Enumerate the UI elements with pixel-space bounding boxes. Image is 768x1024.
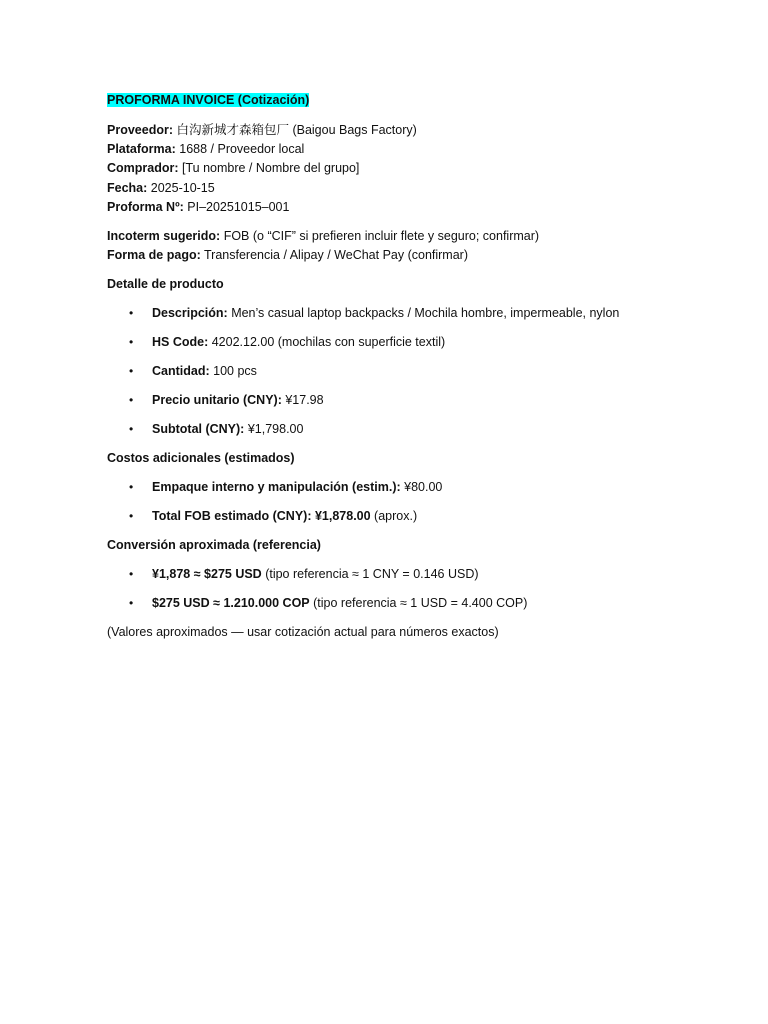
item-value: ¥17.98 (281, 393, 324, 408)
item-value: 4202.12.00 (mochilas con superficie textil) (208, 335, 446, 350)
field-plataforma (107, 140, 727, 159)
title-line (107, 91, 727, 110)
item-value: (aprox.) (370, 509, 418, 524)
product-heading: Detalle de producto (107, 277, 224, 292)
list-item-precio-unitario (107, 391, 727, 410)
bullet-icon: • (129, 480, 134, 495)
list-item-total-fob (107, 507, 727, 526)
item-label: Descripción: (152, 306, 228, 321)
conversion-list (107, 565, 727, 613)
field-fecha (107, 179, 727, 198)
bullet-icon: • (129, 596, 134, 611)
list-item-subtotal (107, 420, 727, 439)
costs-heading: Costos adicionales (estimados) (107, 451, 295, 466)
field-proveedor (107, 121, 727, 140)
list-item-cantidad (107, 362, 727, 381)
field-value: Transferencia / Alipay / WeChat Pay (confirmar) (200, 248, 468, 263)
item-label: Subtotal (CNY): (152, 422, 245, 437)
bullet-icon: • (129, 509, 134, 524)
item-label: Cantidad: (152, 364, 210, 379)
bullet-icon: • (129, 567, 134, 582)
item-value: 100 pcs (209, 364, 257, 379)
field-value: PI–20251015–001 (183, 199, 290, 214)
item-label: Total FOB estimado (CNY): ¥1,878.00 (152, 509, 371, 524)
header-fields (107, 121, 727, 217)
list-item-empaque (107, 478, 727, 497)
list-item-cny-usd (107, 565, 727, 584)
item-value: ¥80.00 (400, 480, 443, 495)
bullet-icon: • (129, 335, 134, 350)
field-incoterm (107, 227, 727, 246)
item-value: Men’s casual laptop backpacks / Mochila hombre, impermeable, nylon (227, 306, 620, 321)
field-label: Comprador: (107, 161, 179, 176)
list-item-usd-cop (107, 594, 727, 613)
footnote: (Valores aproximados — usar cotización actual para números exactos) (107, 625, 499, 640)
list-item-descripcion (107, 304, 727, 323)
item-label: $275 USD ≈ 1.210.000 COP (152, 596, 310, 611)
item-value: (tipo referencia ≈ 1 USD = 4.400 COP) (309, 596, 528, 611)
document-title: PROFORMA INVOICE (Cotización) (107, 93, 310, 107)
item-label: HS Code: (152, 335, 209, 350)
field-label: Proforma Nº: (107, 199, 184, 214)
field-value: FOB (o “CIF” si prefieren incluir flete y seguro; confirmar) (220, 229, 540, 244)
field-proforma-number (107, 198, 727, 217)
bullet-icon: • (129, 422, 134, 437)
bullet-icon: • (129, 364, 134, 379)
item-label: ¥1,878 ≈ $275 USD (152, 567, 262, 582)
field-label: Incoterm sugerido: (107, 229, 221, 244)
item-label: Empaque interno y manipulación (estim.): (152, 480, 401, 495)
field-comprador (107, 159, 727, 178)
bullet-icon: • (129, 393, 134, 408)
terms-fields (107, 227, 727, 265)
bullet-icon: • (129, 306, 134, 321)
field-label: Fecha: (107, 180, 148, 195)
field-value: 2025-10-15 (147, 180, 215, 195)
list-item-hs-code (107, 333, 727, 352)
field-value: [Tu nombre / Nombre del grupo] (178, 161, 360, 176)
field-value: 白沟新城才森箱包厂 (Baigou Bags Factory) (173, 123, 417, 137)
costs-list (107, 478, 727, 526)
product-list (107, 304, 727, 439)
field-label: Proveedor: (107, 123, 173, 137)
item-label: Precio unitario (CNY): (152, 393, 282, 408)
field-label: Plataforma: (107, 142, 176, 157)
conversion-heading: Conversión aproximada (referencia) (107, 538, 321, 553)
field-value: 1688 / Proveedor local (175, 142, 305, 157)
field-forma-pago (107, 246, 727, 265)
field-label: Forma de pago: (107, 248, 201, 263)
item-value: (tipo referencia ≈ 1 CNY = 0.146 USD) (261, 567, 479, 582)
item-value: ¥1,798.00 (244, 422, 304, 437)
proforma-document (107, 91, 727, 642)
